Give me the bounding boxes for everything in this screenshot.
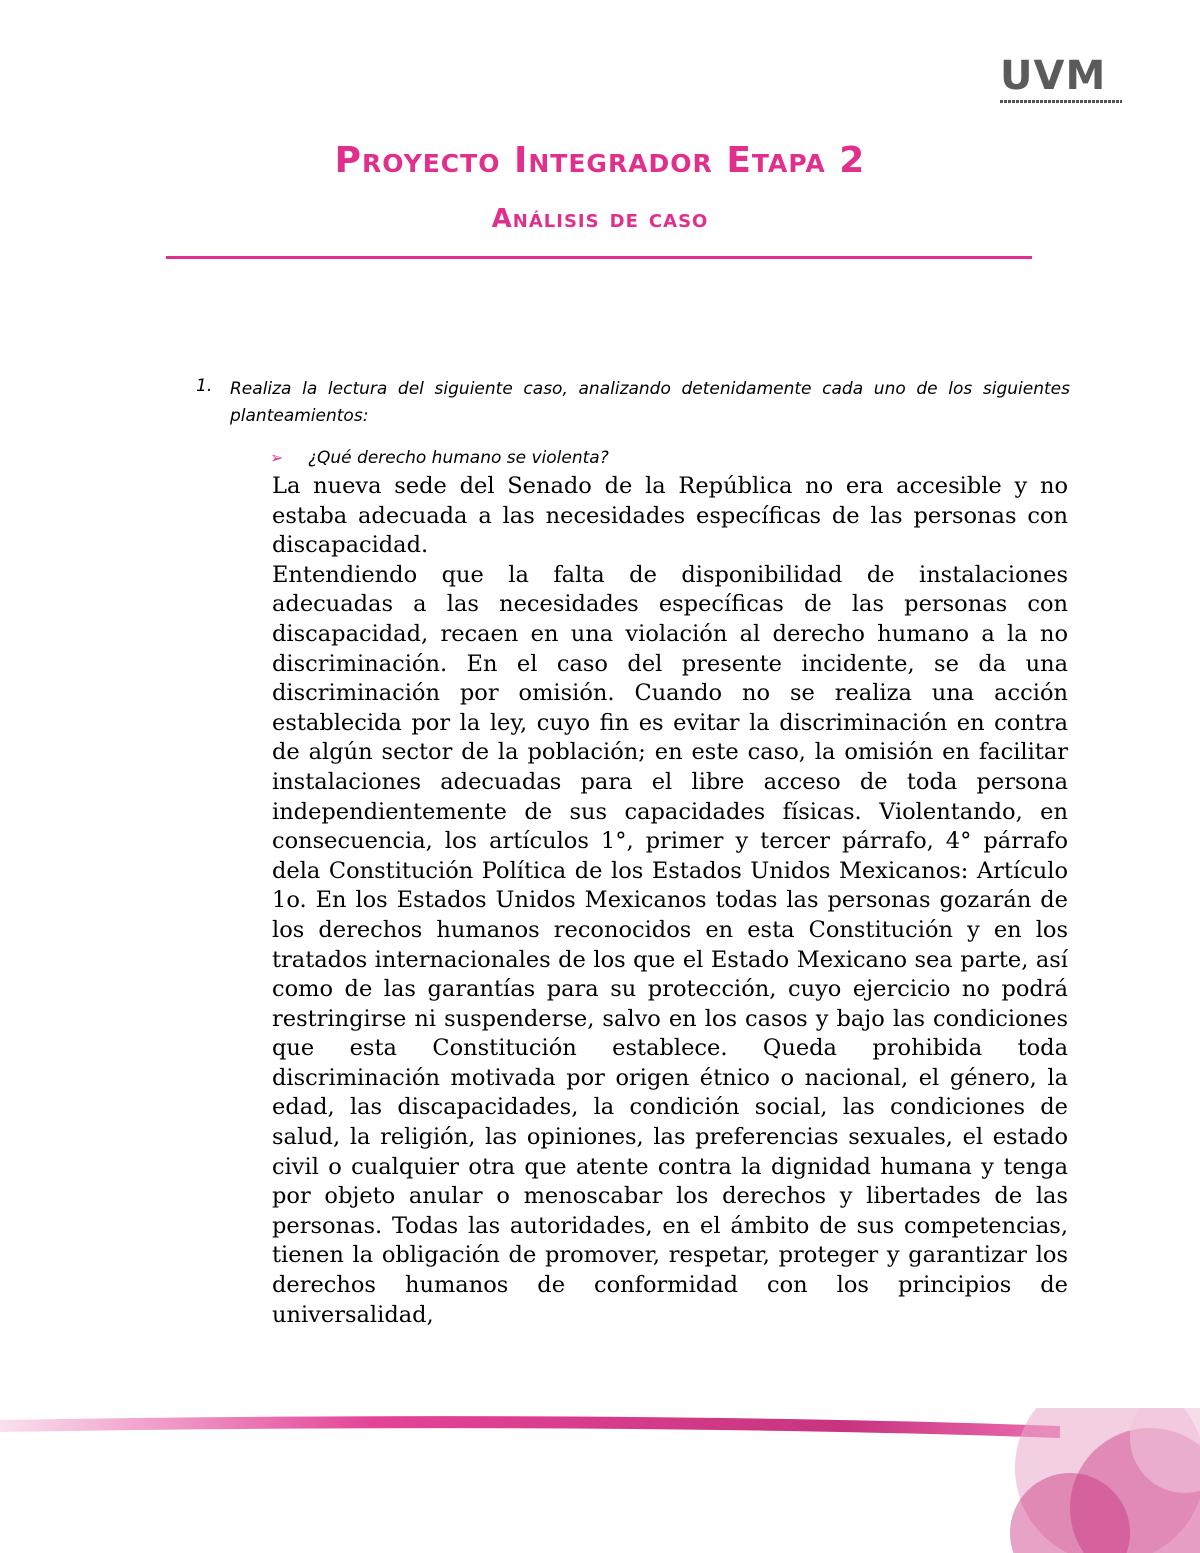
answer-paragraph-2: Entendiendo que la falta de disponibilidad de instalaciones adecuadas a las necesidades específicas de las personas con discapacidad, recaen en una violación al derecho humano a la no discriminación. En el caso del presente incidente, se da una discriminación por omisión. Cuando no se realiza una acción establecida por la ley, cuyo fin es evitar la discriminación en contra de algún sector de la población; en este caso, la omisión en facilitar instalaciones adecuadas para el libre acceso de toda persona independientemente de sus capacidades físicas. Violentando, en consecuencia, los artículos 1°, primer y tercer párrafo, 4° párrafo dela Constitución Política de los Estados Unidos Mexicanos: Artículo 1o. En los Estados Unidos Mexicanos todas las personas gozarán de los derechos humanos reconocidos en esta Constitución y en los tratados internacionales de los que el Estado Mexicano sea parte, así como de las garantías para su protección, cuyo ejercicio no podrá restringirse ni suspenderse, salvo en los casos y bajo las condiciones que esta Constitución establece. Queda prohibida toda discriminación motivada por origen étnico o nacional, el género, la edad, las discapacidades, la condición social, las condiciones de salud, la religión, las opiniones, las preferencias sexuales, el estado civil o cualquier otra que atente contra la dignidad humana y tenga por objeto anular o menoscabar los derechos y libertades de las personas. Todas las autoridades, en el ámbito de sus competencias, tienen la obligación de promover, respetar, proteger y garantizar los derechos humanos de conformidad con los principios de universalidad, [272,561,1068,1328]
logo-subtext [1000,100,1122,103]
arrow-bullet-icon: ➢ [270,448,284,467]
answer-paragraph-1: La nueva sede del Senado de la República no era accesible y no estaba adecuada a las necesidades específicas de las personas con discapacidad. [272,473,1068,559]
bullet-question: ¿Qué derecho humano se violenta? [308,448,609,468]
answer-body [272,472,1068,1330]
logo-text: UVM [1000,53,1107,99]
document-title: Proyecto Integrador Etapa 2 [334,140,866,181]
decorative-footer-graphic [0,1408,1200,1553]
title-divider [166,256,1032,259]
uvm-logo [1000,53,1122,108]
list-item-text: Realiza la lectura del siguiente caso, analizando detenidamente cada uno de los siguientes planteamientos: [230,379,1070,426]
document-subtitle: Análisis de caso [491,204,709,234]
list-item-number: 1. [196,376,213,396]
